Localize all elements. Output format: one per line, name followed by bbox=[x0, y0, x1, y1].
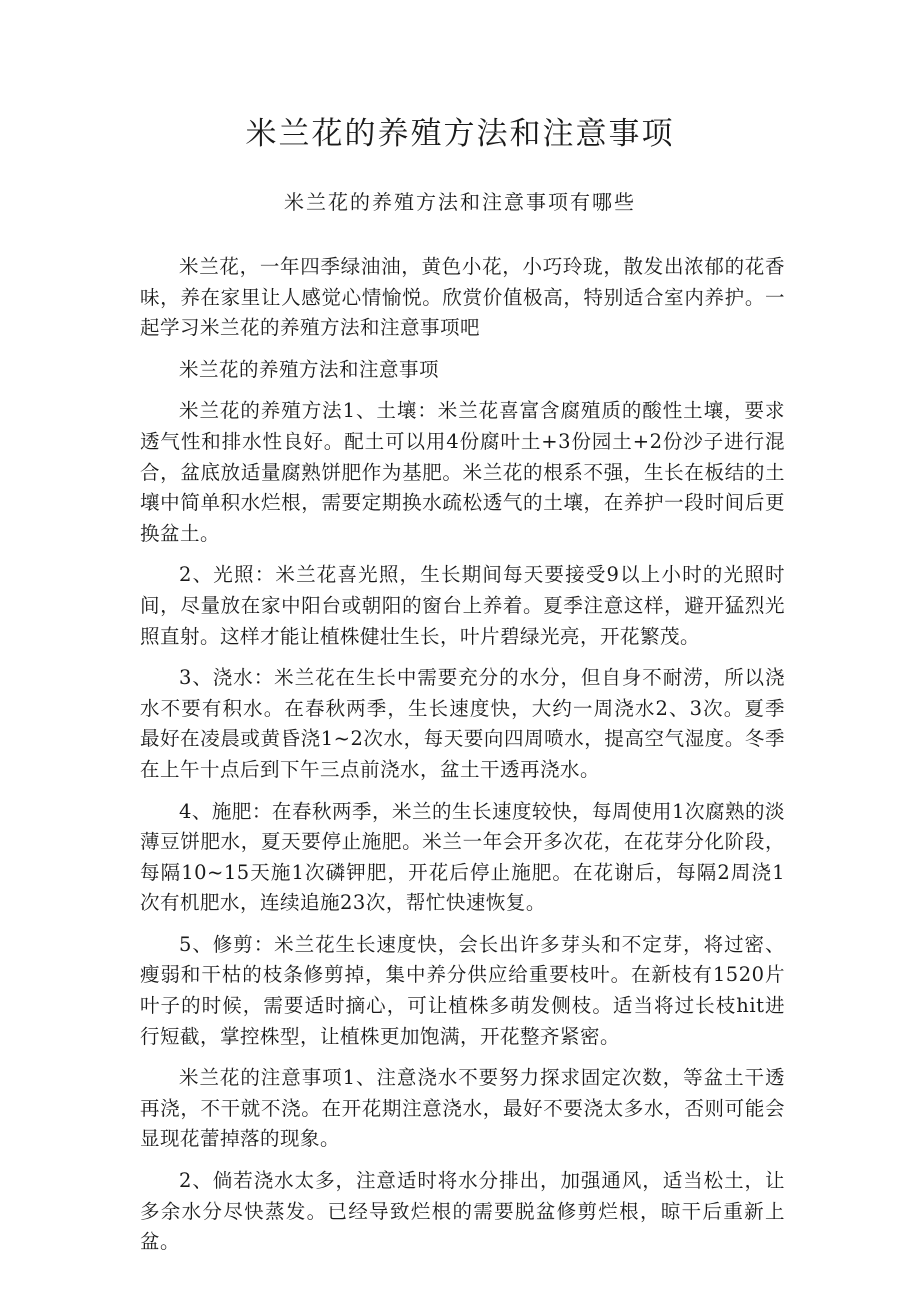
paragraph-pruning: 5、修剪：米兰花生长速度快，会长出许多芽头和不定芽，将过密、瘦弱和干枯的枝条修剪掉，集中养分供应给重要枝叶。在新枝有1520片叶子的时候，需要适时摘心，可让植株多萌发侧枝。适当将过长枝hit进行短截，掌控株型，让植株更加饱满，开花整齐紧密。 bbox=[140, 932, 785, 1048]
page-title: 米兰花的养殖方法和注意事项 bbox=[245, 116, 675, 152]
paragraph-watering: 3、浇水：米兰花在生长中需要充分的水分，但自身不耐涝，所以浇水不要有积水。在春秋两季，生长速度快，大约一周浇水2、3次。夏季最好在凌晨或黄昏浇1~2次水，每天要向四周喷水，提高空气湿度。冬季在上午十点后到下午三点前浇水，盆土干透再浇水。 bbox=[140, 666, 785, 781]
paragraph-light: 2、光照：米兰花喜光照，生长期间每天要接受9以上小时的光照时间，尽量放在家中阳台或朝阳的窗台上养着。夏季注意这样，避开猛烈光照直射。这样才能让植株健壮生长，叶片碧绿光亮，开花繁茂。 bbox=[140, 563, 785, 648]
page-subtitle: 米兰花的养殖方法和注意事项有哪些 bbox=[284, 190, 636, 214]
article-body bbox=[140, 252, 785, 1269]
paragraph-notes-2: 2、倘若浇水太多，注意适时将水分排出，加强通风，适当松土，让多余水分尽快蒸发。已经导致烂根的需要脱盆修剪烂根，晾干后重新上盆。 bbox=[140, 1169, 785, 1254]
paragraph-section-heading: 米兰花的养殖方法和注意事项 bbox=[179, 357, 440, 381]
paragraph-notes-1: 米兰花的注意事项1、注意浇水不要努力探求固定次数，等盆土干透再浇，不干就不浇。在开花期注意浇水，最好不要浇太多水，否则可能会显现花蕾掉落的现象。 bbox=[140, 1066, 785, 1151]
paragraph-intro: 米兰花，一年四季绿油油，黄色小花，小巧玲珑，散发出浓郁的花香味，养在家里让人感觉心情愉悦。欣赏价值极高，特别适合室内养护。一起学习米兰花的养殖方法和注意事项吧 bbox=[140, 255, 785, 340]
paragraph-fertilizing: 4、施肥：在春秋两季，米兰的生长速度较快，每周使用1次腐熟的淡薄豆饼肥水，夏天要停止施肥。米兰一年会开多次花，在花芽分化阶段，每隔10~15天施1次磷钾肥，开花后停止施肥。在花谢后，每隔2周浇1次有机肥水，连续追施23次，帮忙快速恢复。 bbox=[140, 799, 785, 915]
paragraph-soil: 米兰花的养殖方法1、土壤：米兰花喜富含腐殖质的酸性土壤，要求透气性和排水性良好。配土可以用4份腐叶土+3份园土+2份沙子进行混合，盆底放适量腐熟饼肥作为基肥。米兰花的根系不强，生长在板结的土壤中简单积水烂根，需要定期换水疏松透气的土壤，在养护一段时间后更换盆土。 bbox=[140, 399, 785, 545]
